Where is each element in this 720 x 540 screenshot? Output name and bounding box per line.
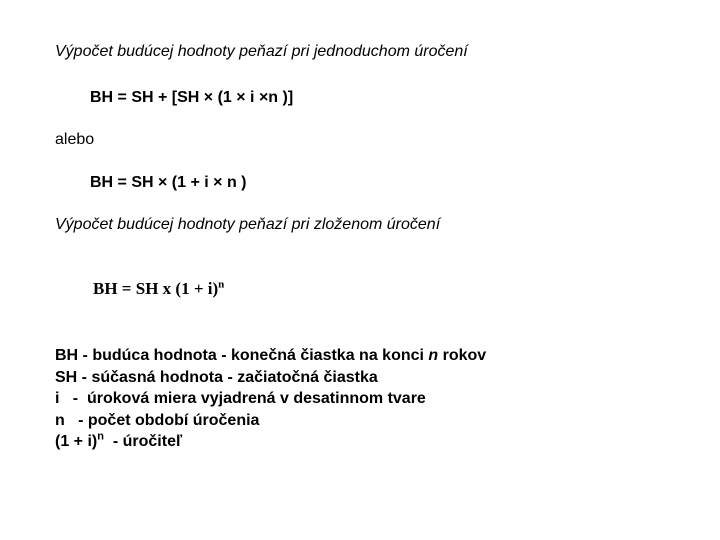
legend-row-bh: [55, 345, 486, 367]
formula-compound-base: BH = SH x (1 + i): [93, 279, 219, 298]
legend-row-factor: [55, 431, 486, 453]
heading-compound-interest: Výpočet budúcej hodnoty peňazí pri zloženom úročení: [55, 216, 441, 233]
legend-row-sh: SH - súčasná hodnota - začiatočná čiastka: [55, 368, 378, 386]
legend-bh-prefix: BH - budúca hodnota - konečná čiastka na konci: [55, 347, 429, 364]
formula-simple-interest-2: BH = SH × (1 + i × n ): [90, 174, 247, 191]
formula-simple-interest-1: BH = SH + [SH × (1 × i ×n )]: [90, 89, 294, 106]
legend-factor-base: (1 + i): [55, 433, 98, 450]
legend-bh-var: n: [428, 347, 439, 364]
formula-compound-interest: [93, 279, 224, 299]
formula-compound-exponent: n: [218, 278, 225, 291]
legend-bh-suffix: rokov: [438, 347, 487, 364]
heading-simple-interest: Výpočet budúcej hodnoty peňazí pri jednoduchom úročení: [55, 43, 468, 60]
legend-factor-suffix: - úročiteľ: [103, 433, 183, 450]
legend-factor-exponent: n: [97, 430, 104, 443]
legend-row-i: i - úroková miera vyjadrená v desatinnom tvare: [55, 390, 426, 407]
legend-row-n: n - počet období úročenia: [55, 411, 260, 429]
legend: [55, 345, 486, 453]
or-text: alebo: [55, 131, 95, 148]
